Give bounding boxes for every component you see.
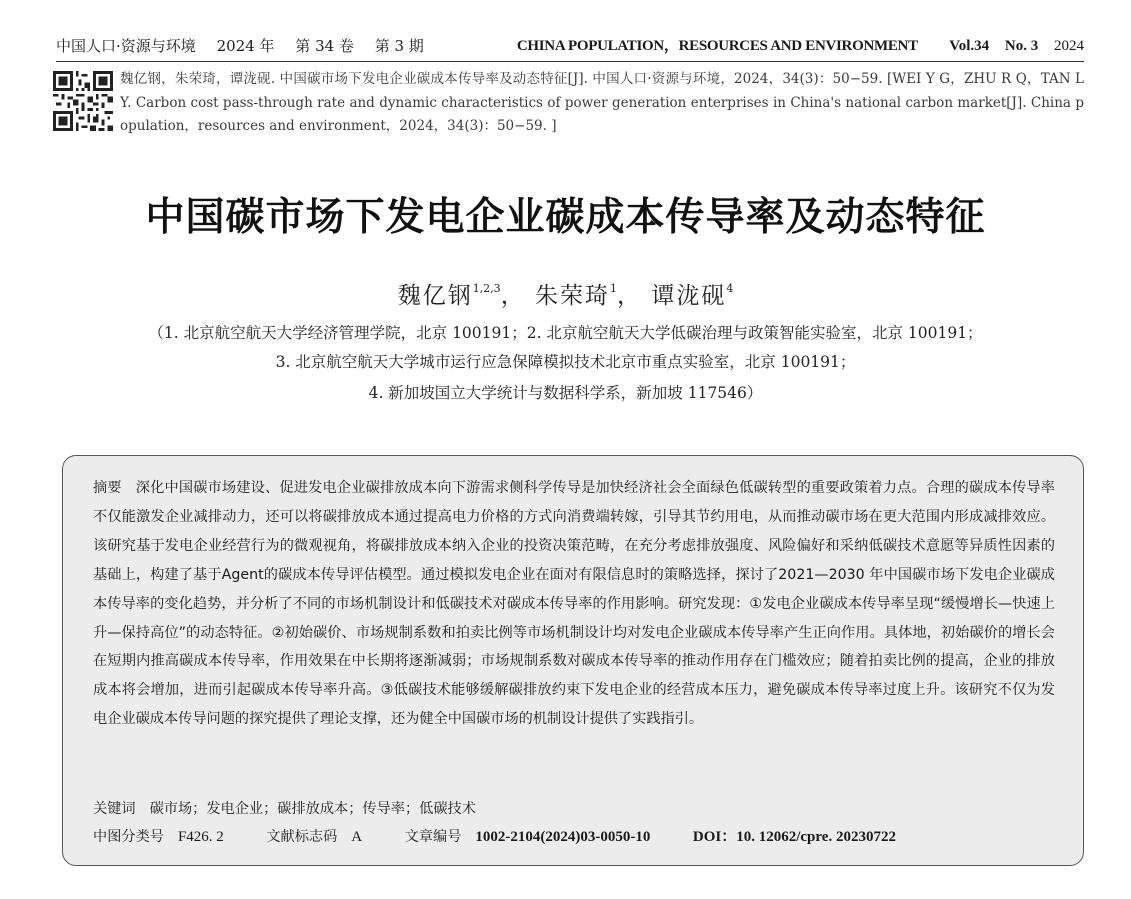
paper-title: 中国碳市场下发电企业碳成本传导率及动态特征 [145,195,986,240]
author-separator: ， [500,283,526,309]
abstract-label: 摘要 [93,480,122,496]
author-affil-mark: 1 [610,282,617,295]
article-no-label: 文章编号 [404,829,462,845]
header-left [56,34,440,58]
keywords-label: 关键词 [93,801,136,817]
affiliation-line: （1. 北京航空航天大学经济管理学院，北京 100191；2. 北京航空航天大学低碳治理与政策智能实验室，北京 100191； [148,324,983,342]
keywords-text: 碳市场；发电企业；碳排放成本；传导率；低碳技术 [149,801,476,817]
author-affil-mark: 4 [726,282,734,295]
journal-name-en: CHINA POPULATION，RESOURCES AND ENVIRONMENT [516,38,918,54]
author-separator: ， [617,283,642,309]
keywords [93,797,1055,821]
author-name: 朱荣琦 [535,283,610,309]
year-en: 2024 [1054,38,1084,54]
year-cn: 2024 年 [216,37,275,55]
header-right [517,34,1084,58]
doi-link[interactable]: DOI：10. 12062/cpre. 20230722 [692,829,896,845]
running-header [56,34,1084,58]
doc-code-label: 文献标志码 [266,829,338,845]
article-no-value: 1002-2104(2024)03-0050-10 [475,829,651,845]
citation-text: 魏亿钢，朱荣琦，谭泷砚. 中国碳市场下发电企业碳成本传导率及动态特征[J]. 中国人口·资源与环境，2024，34(3)：50−59. [WEI Y G，ZHU R Q，TAN L Y. Carbon cost pass-through rate and dynamic characteristics of power generation enterprises in China's national carbon market[J]. China population，resources and environment，2024，34(3)：50−59. ] [120,71,1084,134]
journal-name-cn: 中国人口·资源与环境 [56,37,196,55]
clc-value: F426. 2 [177,829,224,845]
article-metadata [93,825,1055,849]
qr-code-icon[interactable] [53,71,113,131]
clc-label: 中图分类号 [93,829,164,845]
abstract [93,474,1055,734]
doc-code-value: A [351,829,363,845]
author-affil-mark: 1,2,3 [472,282,501,295]
volume-cn: 第 34 卷 [295,37,354,55]
author-name: 谭泷砚 [651,283,727,309]
no-en: No. 3 [1004,38,1039,54]
issue-cn: 第 3 期 [374,37,424,55]
author-name: 魏亿钢 [397,283,473,309]
author-list [0,277,1131,310]
vol-en: Vol.34 [949,38,990,54]
affiliation-line: 4. 新加坡国立大学统计与数据科学系，新加坡 117546） [368,384,763,402]
header-rule [56,61,1084,62]
affiliation-line: 3. 北京航空航天大学城市运行应急保障模拟技术北京市重点实验室，北京 100191； [275,353,856,371]
abstract-text: 深化中国碳市场建设、促进发电企业碳排放成本向下游需求侧科学传导是加快经济社会全面绿色低碳转型的重要政策着力点。合理的碳成本传导率不仅能激发企业减排动力，还可以将碳排放成本通过提高电力价格的方式向消费端转嫁，引导其节约用电，从而推动碳市场在更大范围内形成减排效应。该研究基于发电企业经营行为的微观视角，将碳排放成本纳入企业的投资决策范畴，在充分考虑排放强度、风险偏好和采纳低碳技术意愿等异质性因素的基础上，构建了基于Agent的碳成本传导评估模型。通过模拟发电企业在面对有限信息时的策略选择，探讨了2021—2030 年中国碳市场下发电企业碳成本传导率的变化趋势，并分析了不同的市场机制设计和低碳技术对碳成本传导率的作用影响。研究发现：①发电企业碳成本传导率呈现“缓慢增长—快速上升—保持高位”的动态特征。②初始碳价、市场规制系数和拍卖比例等市场机制设计均对发电企业碳成本传导率产生正向作用。具体地，初始碳价的增长会在短期内推高碳成本传导率，作用效果在中长期将逐渐减弱；市场规制系数对碳成本传导率的推动作用存在门槛效应；随着拍卖比例的提高，企业的排放成本将会增加，进而引起碳成本传导率升高。③低碳技术能够缓解碳排放约束下发电企业的经营成本压力，避免碳成本传导率过度上升。该研究不仅为发电企业碳成本传导问题的探究提供了理论支撑，还为健全中国碳市场的机制设计提供了实践指引。 [93,480,1055,728]
